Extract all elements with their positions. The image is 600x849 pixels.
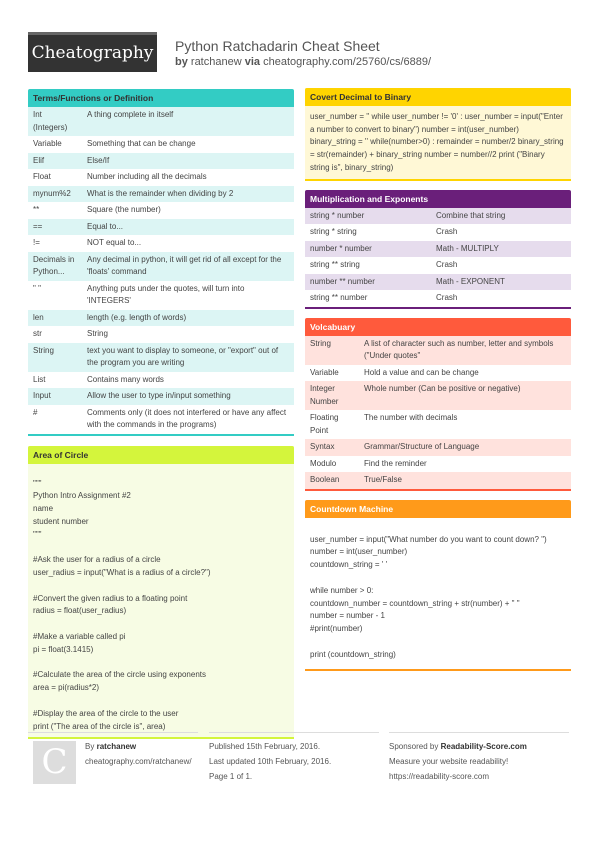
code-line (33, 541, 289, 554)
table-row (28, 252, 294, 281)
table-row (28, 186, 294, 203)
sponsor-url[interactable]: https://readability-score.com (389, 772, 490, 781)
code-line (33, 657, 289, 670)
term-cell: string * number (310, 210, 365, 220)
table-row (28, 136, 294, 153)
terms-section (28, 89, 294, 436)
definition-cell: text you want to display to someone, or "export" out of the program you are writing (87, 345, 279, 367)
term-cell: str (33, 329, 42, 338)
vocab-header: Volcabuary (305, 318, 571, 336)
definition-cell: Equal to... (87, 221, 124, 231)
table-row (305, 381, 571, 410)
table-row (28, 326, 294, 343)
definition-cell: What is the remainder when dividing by 2 (87, 188, 234, 198)
definition-cell: Math - MULTIPLY (436, 243, 499, 253)
table-row (28, 310, 294, 327)
definition-cell: Math - EXPONENT (436, 276, 505, 286)
term-cell: Int (Integers) (33, 110, 68, 132)
definition-cell: Whole number (Can be positive or negative) (364, 384, 521, 394)
sponsor-tagline: Measure your website readability! (389, 757, 509, 766)
term-cell: Boolean (310, 475, 340, 485)
table-row (305, 439, 571, 456)
definition-cell: Combine that string (436, 210, 506, 220)
sponsor-name[interactable]: Readability-Score.com (440, 742, 527, 751)
binary-code: user_number = '' while user_number != '0' : user_number = input("Enter a number to convert to binary") number = int(user_number) binary_string = '' while(number>0) : remainder = number/2 binary_string = str(remainder) + binary_string number = number//2 print ("Binary string is", binary_string) (310, 112, 564, 172)
table-row (28, 169, 294, 186)
code-line: #Convert the given radius to a floating point (33, 593, 188, 603)
footer-sponsor (389, 732, 569, 784)
left-column (28, 89, 294, 739)
author-link[interactable]: ratchanew (190, 56, 242, 68)
circle-section (28, 446, 294, 740)
definition-cell: Square (the number) (87, 205, 161, 214)
footer-dates (209, 732, 379, 784)
term-cell: Variable (310, 367, 339, 377)
definition-cell: True/False (364, 475, 402, 485)
table-row (28, 235, 294, 252)
page-title: Python Ratchadarin Cheat Sheet (175, 38, 380, 54)
term-cell: Variable (33, 139, 62, 148)
countdown-header: Countdown Machine (305, 500, 571, 518)
term-cell: mynum%2 (33, 188, 71, 198)
term-cell: Modulo (310, 458, 337, 468)
code-line: name (33, 504, 54, 514)
term-cell: Decimals in Python... (33, 254, 75, 276)
avatar: C (33, 741, 76, 784)
term-cell: String (33, 345, 54, 355)
definition-cell: Crash (436, 260, 458, 270)
term-cell: Integer Number (310, 384, 339, 406)
mult-table (305, 208, 571, 307)
terms-header: Terms/Functions or Definition (28, 89, 294, 107)
countdown-code (305, 518, 571, 670)
code-line: #Display the area of the circle to the user (33, 708, 179, 718)
definition-cell: Comments only (it does not interfered or have any affect with the commands in the programs) (87, 407, 287, 429)
code-line: #print(number) (310, 624, 363, 634)
terms-table (28, 107, 294, 434)
term-cell: string * string (310, 227, 357, 237)
table-row (305, 410, 571, 439)
table-row (305, 472, 571, 489)
definition-cell: length (e.g. length of words) (87, 312, 187, 322)
table-row (28, 219, 294, 236)
code-line (310, 636, 566, 649)
term-cell: number * number (310, 243, 372, 253)
term-cell: List (33, 374, 46, 384)
table-row (28, 372, 294, 389)
term-cell: string ** number (310, 293, 368, 303)
code-line: Python Intro Assignment #2 (33, 491, 131, 501)
definition-cell: Else/If (87, 155, 110, 165)
table-row (305, 224, 571, 241)
code-line (33, 580, 289, 593)
right-column (305, 88, 571, 671)
table-row (28, 153, 294, 170)
author-url[interactable]: cheatography.com/ratchanew/ (85, 757, 192, 766)
mult-section (305, 190, 571, 309)
code-line: area = pi(radius*2) (33, 683, 100, 693)
term-cell: != (33, 238, 40, 247)
code-line (33, 618, 289, 631)
table-row (28, 343, 294, 372)
definition-cell: String (87, 329, 108, 338)
definition-cell: The number with decimals (364, 413, 458, 423)
term-cell: String (310, 338, 331, 348)
term-cell: Input (33, 391, 51, 400)
definition-cell: A thing complete in itself (87, 110, 174, 119)
term-cell: Syntax (310, 442, 335, 452)
code-line: student number (33, 516, 89, 526)
table-row (28, 202, 294, 219)
term-cell: Floating Point (310, 413, 339, 435)
code-line: radius = float(user_radius) (33, 606, 127, 616)
definition-cell: Find the reminder (364, 458, 427, 468)
term-cell: Elif (33, 155, 45, 165)
code-line: """ (33, 529, 42, 539)
code-line (310, 572, 566, 585)
binary-header: Covert Decimal to Binary (305, 88, 571, 106)
table-row (28, 281, 294, 310)
code-line: user_radius = input("What is a radius of a circle?") (33, 568, 211, 578)
code-line: countdown_string = ' ' (310, 560, 388, 570)
table-row (305, 456, 571, 473)
definition-cell: Any decimal in python, it will get rid of all except for the 'floats' command (87, 254, 282, 276)
code-line: pi = float(3.1415) (33, 644, 94, 654)
mult-header: Multiplication and Exponents (305, 190, 571, 208)
code-line: #Ask the user for a radius of a circle (33, 555, 161, 565)
definition-cell: Crash (436, 293, 458, 303)
code-line: #Make a variable called pi (33, 632, 126, 642)
code-line: """ (33, 478, 42, 488)
code-line: number = number - 1 (310, 611, 385, 621)
page-number: Page 1 of 1. (209, 772, 253, 781)
definition-cell: Grammar/Structure of Language (364, 442, 480, 452)
definition-cell: A list of character such as number, letter and symbols ("Under quotes" (364, 338, 554, 361)
table-row (305, 241, 571, 258)
code-line: #Calculate the area of the circle using exponents (33, 670, 206, 680)
definition-cell: Something that can be change (87, 139, 196, 148)
table-row (305, 365, 571, 382)
term-cell: len (33, 312, 44, 322)
cheatography-logo[interactable]: Cheatography (28, 32, 157, 72)
definition-cell: Allow the user to type in/input something (87, 391, 231, 400)
circle-header: Area of Circle (28, 446, 294, 464)
term-cell: ** (33, 205, 40, 214)
code-line: countdown_number = countdown_string + str(number) + " " (310, 598, 520, 608)
term-cell: # (33, 407, 38, 417)
term-cell: " " (33, 283, 41, 293)
table-row (305, 336, 571, 365)
code-line (33, 695, 289, 708)
code-line: print ("The area of the circle is", area) (33, 721, 166, 731)
table-row (28, 107, 294, 136)
table-row (28, 388, 294, 405)
term-cell: == (33, 221, 43, 231)
term-cell: Float (33, 172, 51, 181)
vocab-table (305, 336, 571, 489)
definition-cell: Hold a value and can be change (364, 367, 479, 377)
countdown-section (305, 500, 571, 672)
code-line: user_number = input("What number do you want to count down? ") (310, 534, 547, 544)
published-date: Published 15th February, 2016. (209, 742, 321, 751)
definition-cell: NOT equal to... (87, 238, 142, 247)
code-line: while number > 0: (310, 585, 374, 595)
definition-cell: Crash (436, 227, 458, 237)
table-row (305, 208, 571, 225)
term-cell: number ** number (310, 276, 375, 286)
circle-code (28, 464, 294, 738)
table-row (305, 290, 571, 307)
table-row (28, 405, 294, 434)
footer-author-name[interactable]: ratchanew (96, 742, 137, 751)
definition-cell: Contains many words (87, 374, 164, 384)
term-cell: string ** string (310, 260, 360, 270)
code-line: number = int(user_number) (310, 547, 408, 557)
by-label: by (175, 56, 188, 68)
by-label: By (85, 742, 95, 751)
sheet-url[interactable]: cheatography.com/25760/cs/6889/ (263, 56, 432, 68)
sponsored-label: Sponsored by (389, 742, 439, 751)
binary-section (305, 88, 571, 181)
definition-cell: Number including all the decimals (87, 172, 207, 181)
via-label: via (244, 56, 261, 68)
footer-author (28, 732, 198, 782)
byline (175, 56, 431, 68)
vocab-section (305, 318, 571, 491)
updated-date: Last updated 10th February, 2016. (209, 757, 332, 766)
definition-cell: Anything puts under the quotes, will turn into 'INTEGERS' (87, 283, 245, 305)
table-row (305, 257, 571, 274)
code-line: print (countdown_string) (310, 649, 396, 659)
table-row (305, 274, 571, 291)
